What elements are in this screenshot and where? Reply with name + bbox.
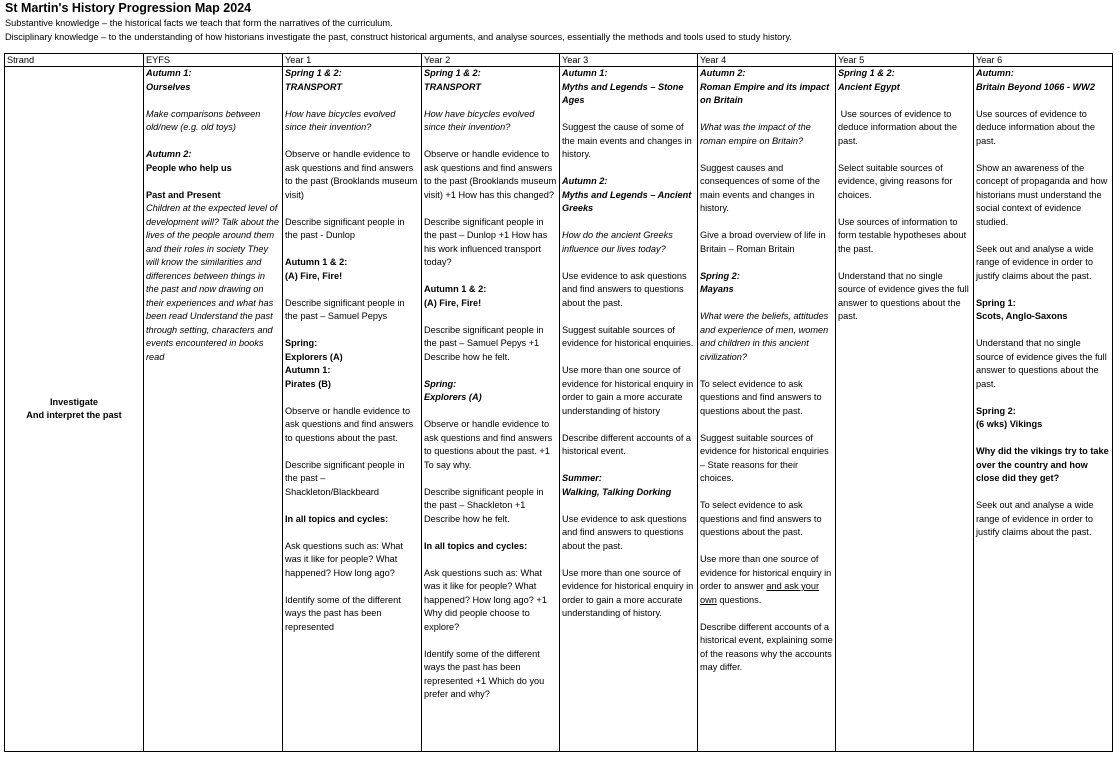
year2-cell — [422, 67, 560, 752]
year4-objective — [700, 553, 833, 607]
year2-autumn-heading: Autumn 1 & 2: — [424, 284, 487, 294]
header-year1: Year 1 — [283, 54, 422, 67]
year6-cell — [974, 67, 1113, 752]
year2-objective: Observe or handle evidence to ask questions and find answers to questions about the past. +1 To say why. — [424, 419, 553, 470]
year3-autumn1-topic: Myths and Legends – Stone Ages — [562, 81, 684, 105]
year2-objective: Describe significant people in the past – Samuel Pepys +1 Describe how he felt. — [424, 324, 544, 362]
year3-cell — [560, 67, 698, 752]
year1-question: How have bicycles evolved since their invention? — [285, 108, 396, 132]
year6-spring1-topic: Scots, Anglo-Saxons — [976, 311, 1068, 321]
year4-autumn2-heading: Autumn 2: — [700, 68, 746, 78]
year4-objective-underlined: and ask your own — [700, 581, 820, 605]
eyfs-past-present-text: Children at the expected level of development will? Talk about the lives of the people around them and their roles in society They will know the similarities and differences between things in the past and now drawing on their experiences and what has been read Understand the past through setting, characters and events encountered in books read — [146, 203, 279, 362]
header-year6: Year 6 — [974, 54, 1113, 67]
year4-cell — [698, 67, 836, 752]
year3-objective: Use evidence to ask questions and find answers to questions about the past. — [562, 270, 687, 308]
eyfs-autumn1-heading: Autumn 1: — [146, 68, 192, 78]
year1-objective: Observe or handle evidence to ask questions and find answers to questions about the past. — [285, 405, 414, 443]
strand-cell — [5, 67, 144, 752]
year6-objective: Use sources of evidence to deduce information about the past. — [976, 108, 1096, 146]
eyfs-autumn1-topic: Ourselves — [146, 81, 191, 92]
year6-objective: Seek out and analyse a wide range of evidence in order to justify claims about the past. — [976, 243, 1094, 281]
year4-spring2-heading: Spring 2: — [700, 270, 740, 281]
year1-autumn-heading: Autumn 1 & 2: — [285, 257, 348, 267]
disciplinary-knowledge-note: Disciplinary knowledge – to the understanding of how historians investigate the past, construct historical arguments, and analyse sources, essentially the methods and tools used to study history. — [5, 32, 792, 42]
year2-objective: Ask questions such as: What was it like for people? What happened? How long ago? +1 Why did people choose to explore? — [424, 567, 547, 632]
year4-objective: To select evidence to ask questions and find answers to questions about the past. — [700, 500, 822, 537]
eyfs-autumn1-text: Make comparisons between old/new (e.g. old toys) — [146, 108, 261, 132]
year1-autumn1-heading: Autumn 1: — [285, 365, 331, 375]
year2-objective: Identify some of the different ways the past has been represented +1 Which do you prefer and why? — [424, 648, 545, 699]
year1-spring2-heading: Spring: — [285, 338, 318, 348]
year5-objective: Select suitable sources of evidence, giving reasons for choices. — [838, 162, 953, 200]
year1-spring-topic: TRANSPORT — [285, 81, 342, 92]
year3-objective: Describe different accounts of a historical event. — [562, 432, 692, 456]
year6-spring2-topic: (6 wks) Vikings — [976, 419, 1043, 429]
year2-objective: Describe significant people in the past – Shackleton +1 Describe how he felt. — [424, 486, 544, 524]
year1-autumn-topic: (A) Fire, Fire! — [285, 270, 343, 281]
year3-objective: Use more than one source of evidence for historical enquiry in order to gain a more accurate understanding of history. — [562, 567, 694, 618]
year6-objective: Seek out and analyse a wide range of evidence in order to justify claims about the past. — [976, 500, 1094, 537]
year6-autumn-heading: Autumn: — [976, 68, 1014, 78]
year5-cell — [836, 67, 974, 752]
year1-objective: Describe significant people in the past - Dunlop — [285, 216, 405, 240]
year2-objective: Describe significant people in the past – Dunlop +1 How has his work influenced transport today? — [424, 216, 548, 267]
year2-spring2-topic: Explorers (A) — [424, 392, 482, 402]
eyfs-past-present-heading: Past and Present — [146, 189, 221, 200]
progression-table — [4, 53, 1113, 752]
year6-spring2-heading: Spring 2: — [976, 405, 1016, 416]
year5-objective: Use sources of information to form testable hypotheses about the past. — [838, 216, 967, 254]
year3-autumn1-heading: Autumn 1: — [562, 68, 608, 78]
year4-objective-part: questions. — [719, 594, 762, 605]
year2-spring2-heading: Spring: — [424, 378, 457, 389]
year4-objective: Suggest suitable sources of evidence for historical enquiries – State reasons for their choices. — [700, 432, 829, 483]
strand-line1: Investigate — [50, 396, 98, 407]
year1-objective: Observe or handle evidence to ask questions and find answers to the past (Brooklands museum visit) — [285, 149, 418, 200]
year5-spring-topic: Ancient Egypt — [838, 81, 900, 92]
header-year5: Year 5 — [836, 54, 974, 67]
year3-objective: Use more than one source of evidence for historical enquiry in order to gain a more accurate understanding of history — [562, 365, 694, 416]
year3-question: How do the ancient Greeks influence our lives today? — [562, 230, 673, 254]
year1-objective: Identify some of the different ways the past has been represented — [285, 594, 401, 632]
header-year2: Year 2 — [422, 54, 560, 67]
year1-autumn1-topic: Pirates (B) — [285, 378, 331, 389]
table-row — [5, 67, 1113, 752]
year4-objective: Describe different accounts of a historical event, explaining some of the reasons why the accounts may differ. — [700, 621, 833, 672]
year5-objective: Understand that no single source of evidence gives the full answer to questions about the past. — [838, 270, 969, 321]
substantive-knowledge-note: Substantive knowledge – the historical facts we teach that form the narratives of the curriculum. — [5, 18, 393, 28]
year1-objective: Ask questions such as: What was it like for people? What happened? How long ago? — [285, 540, 403, 578]
year6-autumn-topic: Britain Beyond 1066 - WW2 — [976, 81, 1095, 92]
year6-question: Why did the vikings try to take over the country and how close did they get? — [976, 446, 1109, 483]
year1-cell — [283, 67, 422, 752]
year5-spring-heading: Spring 1 & 2: — [838, 68, 895, 78]
year2-question: How have bicycles evolved since their invention? — [424, 108, 535, 132]
header-strand: Strand — [5, 54, 144, 67]
year4-objective: To select evidence to ask questions and find answers to questions about the past. — [700, 378, 822, 416]
eyfs-cell — [144, 67, 283, 752]
year3-objective: Use evidence to ask questions and find answers to questions about the past. — [562, 513, 687, 551]
year1-spring-heading: Spring 1 & 2: — [285, 68, 342, 78]
page-title: St Martin's History Progression Map 2024 — [5, 1, 252, 15]
year3-objective: Suggest the cause of some of the main events and changes in history. — [562, 122, 692, 159]
year1-objective: Describe significant people in the past – Samuel Pepys — [285, 297, 405, 321]
year3-autumn2-heading: Autumn 2: — [562, 176, 608, 186]
year4-question: What were the beliefs, attitudes and experience of men, women and children in this ancient civilization? — [700, 311, 829, 362]
strand-line2: And interpret the past — [26, 410, 122, 420]
year6-spring1-heading: Spring 1: — [976, 297, 1016, 308]
year5-objective: Use sources of evidence to deduce information about the past. — [838, 108, 960, 146]
header-year3: Year 3 — [560, 54, 698, 67]
header-year4: Year 4 — [698, 54, 836, 67]
year1-all-topics-heading: In all topics and cycles: — [285, 513, 389, 524]
year2-all-topics-heading: In all topics and cycles: — [424, 540, 528, 551]
year2-autumn-topic: (A) Fire, Fire! — [424, 297, 482, 308]
year4-objective: Give a broad overview of life in Britain – Roman Britain — [700, 230, 826, 254]
year1-spring2-topic: Explorers (A) — [285, 351, 343, 362]
year3-summer-heading: Summer: — [562, 473, 602, 483]
eyfs-autumn2-heading: Autumn 2: — [146, 149, 192, 159]
eyfs-autumn2-topic: People who help us — [146, 162, 232, 173]
header-row — [5, 54, 1113, 67]
year6-objective: Show an awareness of the concept of propaganda and how historians must understand the social context of evidence studied. — [976, 162, 1108, 227]
year3-summer-topic: Walking, Talking Dorking — [562, 486, 672, 497]
year3-autumn2-topic: Myths and Legends – Ancient Greeks — [562, 189, 692, 213]
year4-objective-part: Use more than one source of evidence for historical enquiry in order to answer — [700, 554, 832, 591]
year2-spring-heading: Spring 1 & 2: — [424, 68, 481, 78]
year4-objective: Suggest causes and consequences of some of the main events and changes in history. — [700, 162, 821, 213]
year4-autumn2-topic: Roman Empire and its impact on Britain — [700, 81, 830, 105]
year6-objective: Understand that no single source of evidence gives the full answer to questions about the past. — [976, 338, 1107, 389]
year2-spring-topic: TRANSPORT — [424, 81, 481, 92]
year4-question: What was the impact of the roman empire on Britain? — [700, 122, 811, 146]
header-eyfs: EYFS — [144, 54, 283, 67]
year4-spring2-topic: Mayans — [700, 284, 734, 294]
year2-objective: Observe or handle evidence to ask questions and find answers to the past (Brooklands museum visit) +1 How has this changed? — [424, 149, 557, 200]
year1-objective: Describe significant people in the past – Shackleton/Blackbeard — [285, 459, 405, 497]
year3-objective: Suggest suitable sources of evidence for historical enquiries. — [562, 324, 694, 348]
